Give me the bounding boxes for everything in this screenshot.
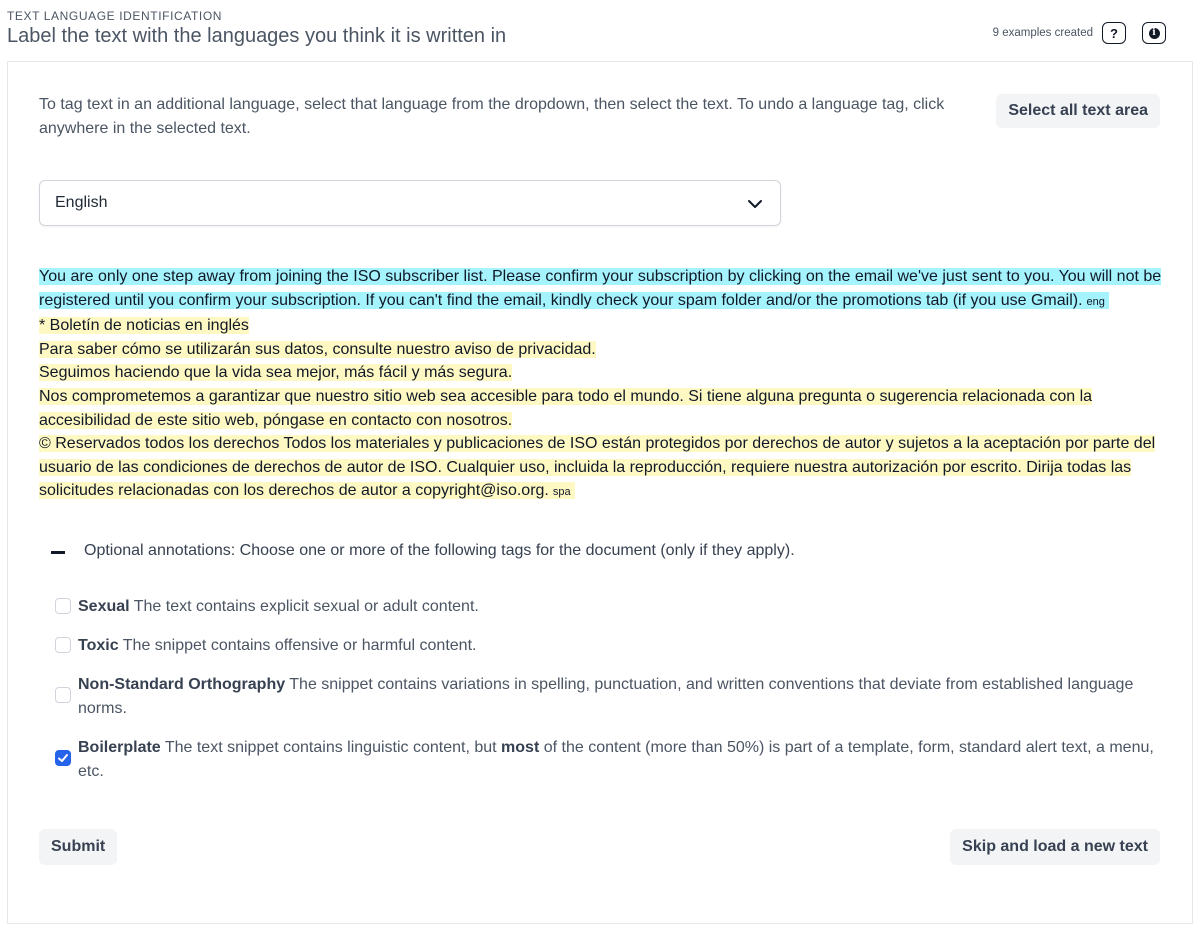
language-select-value: English xyxy=(55,194,108,211)
text-segment-eng[interactable] xyxy=(39,268,1161,309)
segment-line: Para saber cómo se utilizarán sus datos, consulte nuestro aviso de privacidad. xyxy=(39,340,596,358)
language-select[interactable] xyxy=(39,180,781,226)
option-title: Boilerplate xyxy=(78,739,161,756)
page-header xyxy=(7,0,1193,60)
non-standard-orthography-checkbox[interactable] xyxy=(55,687,71,703)
annotation-text-area[interactable] xyxy=(39,265,1164,505)
option-title: Toxic xyxy=(78,637,119,654)
help-button[interactable] xyxy=(1102,22,1126,44)
boilerplate-checkbox[interactable] xyxy=(55,750,71,766)
option-description: The snippet contains offensive or harmful content. xyxy=(118,637,477,654)
segment-line: Nos comprometemos a garantizar que nuestro sitio web sea accesible para todo el mundo. Si tiene alguna pregunta o sugerencia relacionada con la accesibilidad de este sitio web, póngase en contacto con nosotros. xyxy=(39,387,1093,429)
segment-text: You are only one step away from joining the ISO subscriber list. Please confirm your subscription by clicking on the email we've just sent to you. You will not be registered until you confirm your subscription. If you can't find the email, kindly check your spam folder and/or the promotions tab (if you use Gmail). xyxy=(39,268,1162,309)
non-standard-orthography-option-text xyxy=(78,673,1158,720)
option-description: The text contains explicit sexual or adult content. xyxy=(129,598,479,615)
option-description-emphasis: most xyxy=(501,739,540,756)
toxic-option-text xyxy=(78,634,1158,658)
sexual-option-text xyxy=(78,595,1158,619)
language-tag-eng: eng xyxy=(1086,295,1105,308)
submit-button[interactable]: Submit xyxy=(39,829,117,865)
language-tag-spa: spa xyxy=(552,486,571,499)
option-description: The text snippet contains linguistic content, but xyxy=(160,739,502,756)
optional-annotations-label: Optional annotations: Choose one or more of the following tags for the document (only if they apply). xyxy=(84,542,795,559)
boilerplate-option-text xyxy=(78,736,1158,783)
sexual-checkbox[interactable] xyxy=(55,598,71,614)
segment-line: Seguimos haciendo que la vida sea mejor, más fácil y más segura. xyxy=(39,364,513,382)
option-title: Sexual xyxy=(78,598,130,615)
option-description: The snippet contains variations in spelling, punctuation, and written conventions that deviate from established language norms. xyxy=(78,676,1134,717)
task-eyebrow: TEXT LANGUAGE IDENTIFICATION xyxy=(7,9,223,23)
segment-line: © Reservados todos los derechos Todos los materiales y publicaciones de ISO están protegidos por derechos de autor y sujetos a la aceptación por parte del usuario de las condiciones de derechos de autor de ISO. Cualquier uso, incluida la reproducción, requiere nuestra autorización por escrito. Dirija todas las solicitudes relacionadas con los derechos de autor a copyright@iso.org. xyxy=(39,435,1156,500)
select-all-text-button[interactable]: Select all text area xyxy=(996,94,1160,128)
examples-counter: 9 examples created xyxy=(992,27,1093,39)
info-button[interactable] xyxy=(1142,22,1166,44)
toxic-checkbox[interactable] xyxy=(55,637,71,653)
segment-line: * Boletín de noticias en inglés xyxy=(39,317,249,335)
skip-load-new-text-button[interactable]: Skip and load a new text xyxy=(950,829,1160,865)
option-title: Non-Standard Orthography xyxy=(78,676,286,693)
info-icon: i xyxy=(1149,28,1160,39)
chevron-down-icon xyxy=(747,196,763,212)
page-title: Label the text with the languages you think it is written in xyxy=(7,25,507,47)
option-description: of the content (more than 50%) is part of a template, form, standard alert text, a menu, etc. xyxy=(78,739,1154,780)
collapse-minus-icon[interactable] xyxy=(51,551,65,554)
instructions-text: To tag text in an additional language, select that language from the dropdown, then select the text. To undo a language tag, click anywhere in the selected text. xyxy=(39,96,945,137)
question-icon: ? xyxy=(1110,25,1118,41)
text-segment-spa[interactable] xyxy=(39,317,1155,499)
optional-annotations-header[interactable] xyxy=(51,542,1151,564)
checkmark-icon xyxy=(56,751,70,765)
task-card xyxy=(7,61,1193,924)
